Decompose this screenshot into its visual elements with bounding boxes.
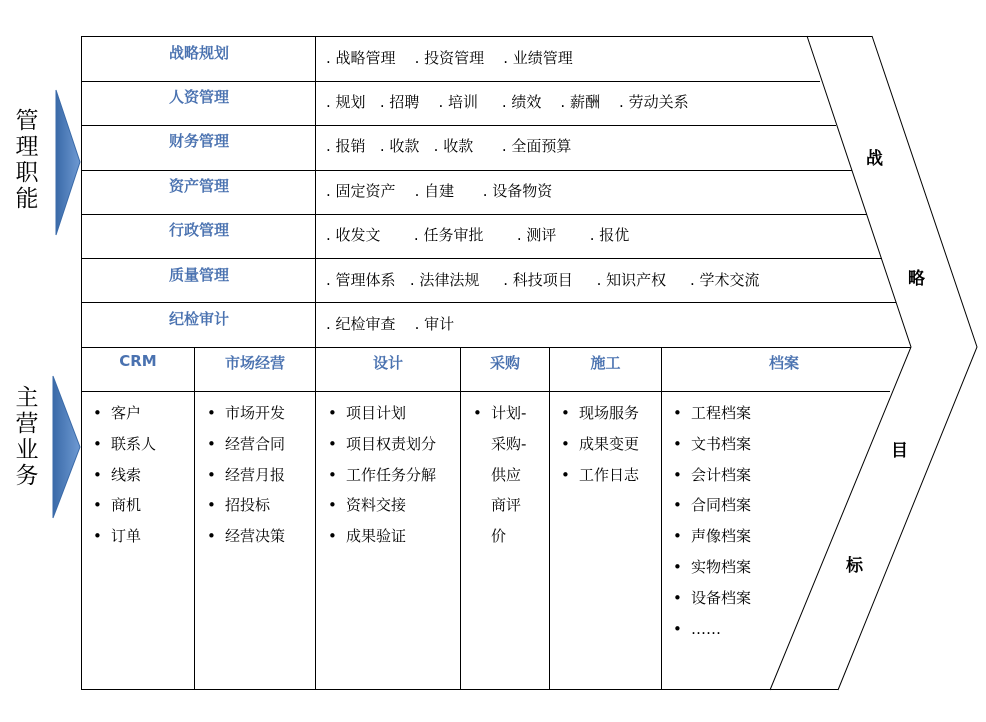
list-item: • 文书档案 <box>673 433 751 464</box>
list-item: • 声像档案 <box>673 525 751 556</box>
marketing-list <box>207 402 285 556</box>
function-name-hr: 人资管理 <box>168 88 229 106</box>
list-item: • 成果验证 <box>328 525 436 556</box>
function-name-finance: 财务管理 <box>168 132 229 150</box>
archives-list <box>673 402 751 648</box>
list-item: • 合同档案 <box>673 494 751 525</box>
management-arrow-shape <box>56 90 80 235</box>
list-item: • 商机 <box>93 494 156 525</box>
function-name-quality: 质量管理 <box>168 266 229 284</box>
function-name-strategy: 战略规划 <box>168 44 229 62</box>
list-item: • 经营决策 <box>207 525 285 556</box>
list-item: • 经营月报 <box>207 464 285 495</box>
procurement-list-continued <box>491 433 526 556</box>
function-items-assets: . 固定资产 . 自建 . 设备物资 <box>326 182 553 200</box>
list-item: • 市场开发 <box>207 402 285 433</box>
list-item: • 项目权责划分 <box>328 433 436 464</box>
function-items-hr: . 规划 . 招聘 . 培训 . 绩效 . 薪酬 . 劳动关系 <box>326 93 689 111</box>
crm-list <box>93 402 156 556</box>
column-header-design: 设计 <box>372 354 403 372</box>
column-header-procurement: 采购 <box>489 354 520 372</box>
function-name-admin: 行政管理 <box>168 221 229 239</box>
list-item: 采购- <box>491 434 527 453</box>
list-item: • 会计档案 <box>673 464 751 495</box>
goal-char-1: 战 <box>866 149 883 169</box>
business-arrow-shape <box>53 376 80 518</box>
function-items-quality: . 管理体系 . 法律法规 . 科技项目 . 知识产权 . 学术交流 <box>326 271 760 289</box>
column-header-marketing: 市场经营 <box>224 354 285 372</box>
main-business-label: 主营业务 <box>15 385 39 489</box>
list-item: • …… <box>673 618 751 649</box>
list-item: • 线索 <box>93 464 156 495</box>
list-item: • 计划- <box>473 402 526 433</box>
list-item: • 订单 <box>93 525 156 556</box>
procurement-list <box>473 402 526 433</box>
list-item: • 联系人 <box>93 433 156 464</box>
list-item: • 客户 <box>93 402 156 433</box>
column-header-crm: CRM <box>119 352 157 370</box>
goal-char-4: 标 <box>846 556 863 576</box>
function-name-assets: 资产管理 <box>168 177 229 195</box>
list-item: • 工作日志 <box>561 464 639 495</box>
list-item: • 项目计划 <box>328 402 436 433</box>
function-items-audit: . 纪检审查 . 审计 <box>326 315 455 333</box>
list-item: • 资料交接 <box>328 494 436 525</box>
list-item: • 实物档案 <box>673 556 751 587</box>
list-item: • 工作任务分解 <box>328 464 436 495</box>
list-item: • 现场服务 <box>561 402 639 433</box>
list-item: • 招投标 <box>207 494 285 525</box>
goal-char-2: 略 <box>908 269 925 289</box>
function-name-audit: 纪检审计 <box>168 310 229 328</box>
list-item: • 成果变更 <box>561 433 639 464</box>
list-item: • 设备档案 <box>673 587 751 618</box>
function-items-admin: . 收发文 . 任务审批 . 测评 . 报优 <box>326 226 630 244</box>
column-header-archives: 档案 <box>768 354 799 372</box>
construction-list <box>561 402 639 494</box>
list-item: • 经营合同 <box>207 433 285 464</box>
list-item: 供应 <box>491 465 522 484</box>
design-list <box>328 402 436 556</box>
list-item: 价 <box>491 527 507 546</box>
goal-char-3: 目 <box>891 441 908 461</box>
management-functions-label: 管理职能 <box>15 108 39 212</box>
list-item: 商评 <box>491 496 522 515</box>
column-header-construction: 施工 <box>590 354 621 372</box>
function-items-finance: . 报销 . 收款 . 收款 . 全面预算 <box>326 137 572 155</box>
list-item: • 工程档案 <box>673 402 751 433</box>
function-items-strategy: . 战略管理 . 投资管理 . 业绩管理 <box>326 49 573 67</box>
